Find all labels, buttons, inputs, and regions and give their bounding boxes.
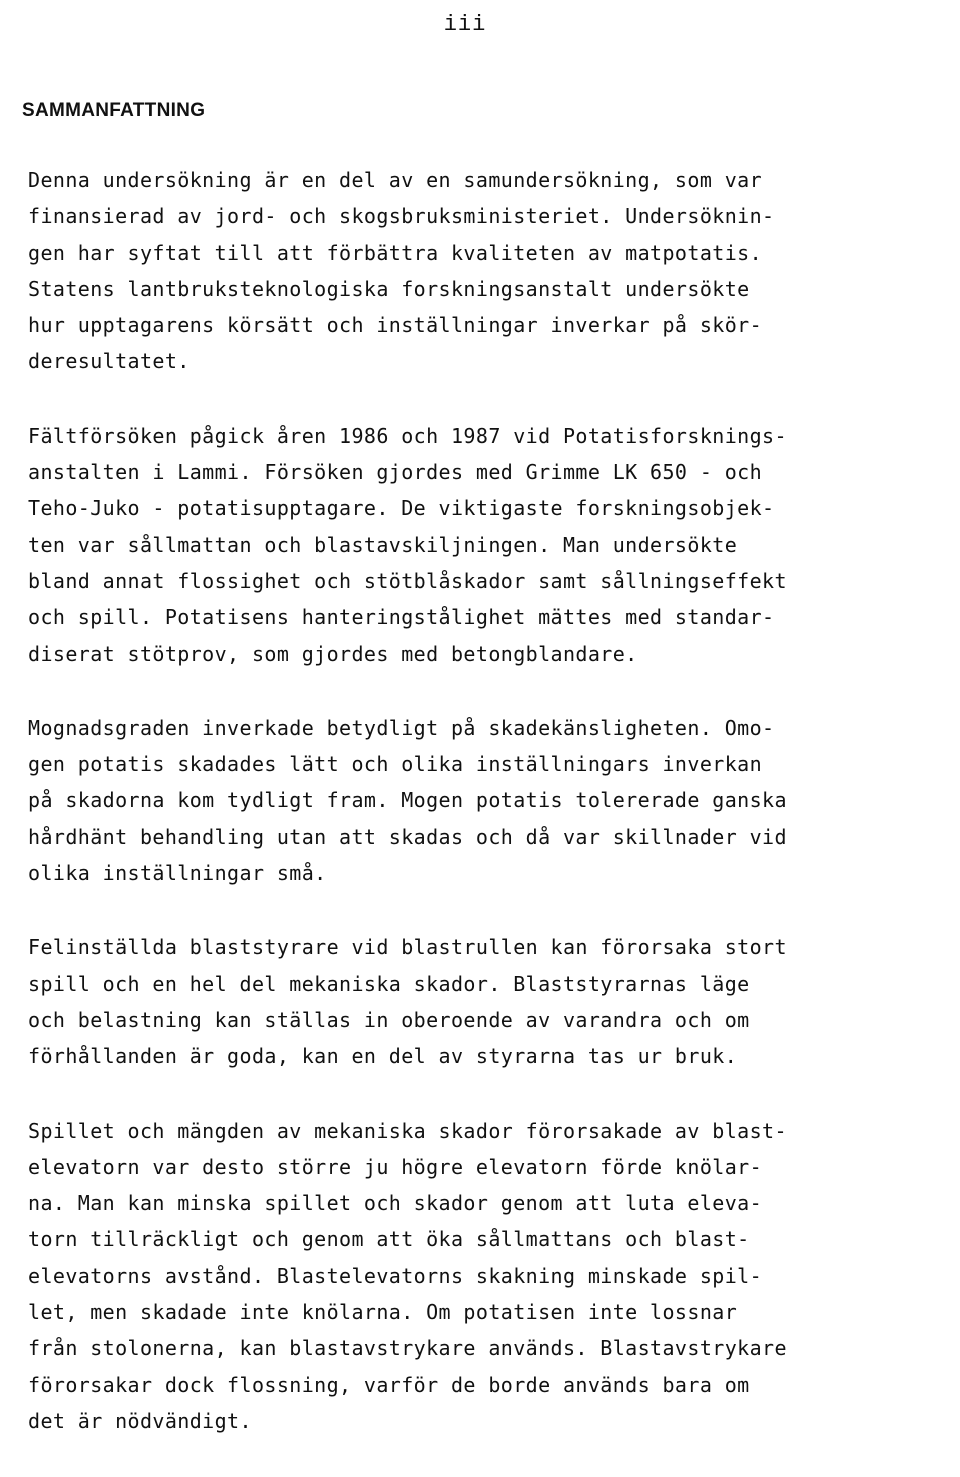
text-line: torn tillräckligt och genom att öka sållmattans och blast- xyxy=(28,1227,750,1252)
section-heading: SAMMANFATTNING xyxy=(22,100,206,121)
text-line: Felinställda blaststyrare vid blastrullen kan förorsaka stort xyxy=(28,935,787,960)
page-number: iii xyxy=(443,12,487,37)
text-line: elevatorn var desto större ju högre elevatorn förde knölar- xyxy=(28,1154,763,1179)
text-line: bland annat flossighet och stötblåskador samt sållningseffekt xyxy=(28,568,787,593)
text-line: let, men skadade inte knölarna. Om potatisen inte lossnar xyxy=(28,1300,738,1325)
text-line: från stolonerna, kan blastavstrykare används. Blastavstrykare xyxy=(28,1336,787,1361)
text-line: Mognadsgraden inverkade betydligt på skadekänsligheten. Omo- xyxy=(28,715,775,740)
text-line: spill och en hel del mekaniska skador. Blaststyrarnas läge xyxy=(28,971,750,996)
text-line: elevatorns avstånd. Blastelevatorns skakning minskade spil- xyxy=(28,1263,763,1288)
paragraph-4 xyxy=(28,929,918,1074)
paragraph-1 xyxy=(28,162,918,380)
paragraph-5 xyxy=(28,1113,918,1440)
text-line: hårdhänt behandling utan att skadas och då var skillnader vid xyxy=(28,824,787,849)
text-line: finansierad av jord- och skogsbruksministeriet. Undersöknin- xyxy=(28,204,775,229)
text-line: och belastning kan ställas in oberoende av varandra och om xyxy=(28,1007,750,1032)
text-line: ten var sållmattan och blastavskiljningen. Man undersökte xyxy=(28,532,738,557)
summary-body xyxy=(28,162,918,1477)
text-line: deresultatet. xyxy=(28,349,190,374)
text-line: olika inställningar små. xyxy=(28,861,327,886)
text-line: hur upptagarens körsätt och inställningar inverkar på skör- xyxy=(28,313,763,338)
text-line: Denna undersökning är en del av en samundersökning, som var xyxy=(28,168,763,192)
text-line: Teho-Juko - potatisupptagare. De viktigaste forskningsobjek- xyxy=(28,496,775,521)
text-line: förorsakar dock flossning, varför de borde används bara om xyxy=(28,1372,750,1397)
text-line: Spillet och mängden av mekaniska skador förorsakade av blast- xyxy=(28,1118,787,1143)
paragraph-2 xyxy=(28,418,918,672)
text-line: förhållanden är goda, kan en del av styrarna tas ur bruk. xyxy=(28,1044,738,1069)
text-line: gen potatis skadades lätt och olika inställningars inverkan xyxy=(28,752,763,777)
text-line: diserat stötprov, som gjordes med betongblandare. xyxy=(28,641,638,666)
text-line: Fältförsöken pågick åren 1986 och 1987 vid Potatisforsknings- xyxy=(28,423,787,448)
text-line: gen har syftat till att förbättra kvaliteten av matpotatis. xyxy=(28,240,763,265)
text-line: na. Man kan minska spillet och skador genom att luta eleva- xyxy=(28,1191,763,1216)
text-line: anstalten i Lammi. Försöken gjordes med Grimme LK 650 - och xyxy=(28,460,763,485)
text-line: på skadorna kom tydligt fram. Mogen potatis tolererade ganska xyxy=(28,788,787,813)
text-line: och spill. Potatisens hanteringstålighet mättes med standar- xyxy=(28,605,775,630)
text-line: det är nödvändigt. xyxy=(28,1408,252,1433)
text-line: Statens lantbruksteknologiska forskningsanstalt undersökte xyxy=(28,276,750,301)
paragraph-3 xyxy=(28,710,918,891)
